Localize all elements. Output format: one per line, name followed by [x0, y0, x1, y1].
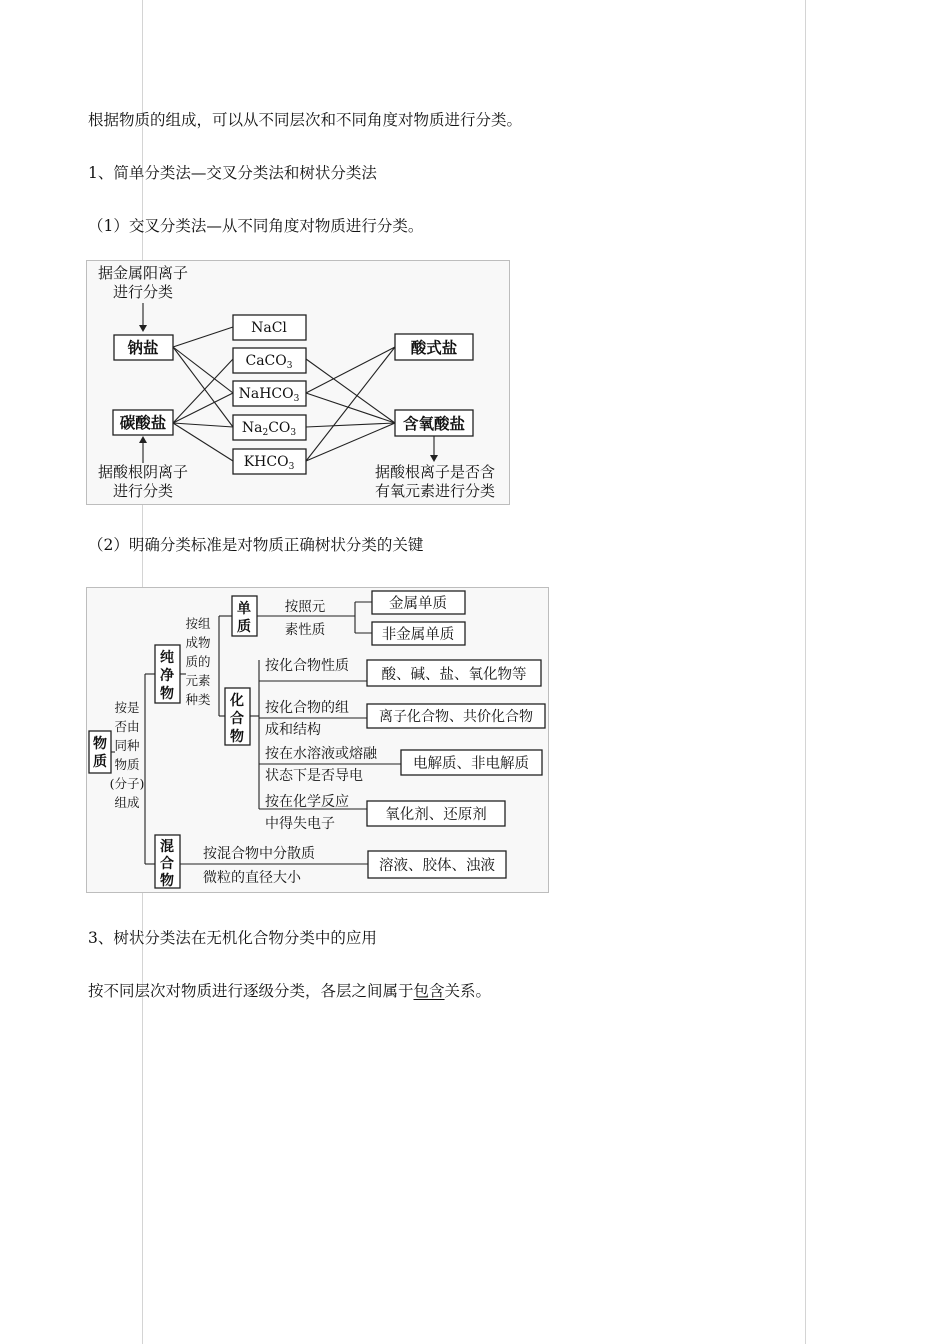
root-criterion: [110, 700, 145, 810]
underlined-term: 包含: [413, 982, 445, 1000]
closing-text-2: 关系。: [444, 982, 492, 1000]
arrow-head: [139, 325, 147, 332]
element-criterion-line-1: 按照元: [284, 599, 326, 615]
leaf-nonmetal-element-label: 非金属单质: [381, 627, 455, 643]
svg-text:组成: 组成: [114, 795, 140, 810]
node-element-label-1: 单: [237, 601, 251, 617]
svg-text:成物: 成物: [185, 635, 211, 650]
node-carbonate-label: 碳酸盐: [119, 413, 167, 432]
compound-criterion-2-line-2: 成和结构: [265, 722, 321, 738]
element-criterion-line-2: 素性质: [284, 622, 326, 638]
node-oxyacid-salt-label: 含氧酸盐: [402, 414, 466, 433]
bottom-right-note-line-1: 据酸根离子是否含: [374, 463, 496, 481]
compound-criterion-1: 按化合物性质: [265, 658, 349, 674]
bottom-right-note-line-2: 有氧元素进行分类: [374, 482, 496, 500]
closing-paragraph: [88, 981, 491, 1001]
formula-nacl: NaCl: [251, 320, 287, 336]
node-element-label-2: 质: [237, 619, 251, 635]
closing-text-1: 按不同层次对物质进行逐级分类，各层之间属于: [88, 982, 414, 1000]
node-pure-substance-label: [160, 650, 175, 702]
svg-text:物: 物: [230, 729, 244, 745]
cross-classification-diagram: [86, 260, 510, 505]
leaf-compound-4-label: 氧化剂、还原剂: [385, 807, 487, 823]
leaf-compound-2-label: 离子化合物、共价化合物: [379, 709, 533, 725]
svg-text:净: 净: [160, 668, 174, 684]
svg-text:物质: 物质: [114, 757, 140, 772]
node-acid-salt-label: 酸式盐: [410, 338, 458, 357]
mixture-criterion-line-1: 按混合物中分散质: [203, 846, 315, 862]
svg-text:否由: 否由: [114, 719, 140, 734]
svg-text:(分子): (分子): [109, 776, 145, 791]
svg-text:同种: 同种: [114, 738, 140, 753]
svg-text:种类: 种类: [185, 692, 211, 707]
heading-3: 3、树状分类法在无机化合物分类中的应用: [88, 929, 377, 947]
compound-criterion-3-line-2: 状态下是否导电: [265, 768, 363, 784]
leaf-mixture-label: 溶液、胶体、浊液: [379, 858, 495, 874]
svg-text:物: 物: [160, 873, 174, 889]
heading-1: 1、简单分类法—交叉分类法和树状分类法: [88, 164, 377, 182]
cross-diagram-svg: [87, 261, 509, 504]
node-sodium-salt-label: 钠盐: [127, 338, 159, 357]
svg-text:合: 合: [160, 856, 174, 872]
svg-text:合: 合: [230, 711, 244, 727]
pure-criterion: [185, 616, 211, 707]
top-note-line-1: 据金属阳离子: [97, 264, 189, 282]
formula-na2co3: $Na_2CO_3$: [241, 420, 297, 438]
up-arrow-head: [139, 436, 147, 443]
heading-1-2: （2）明确分类标准是对物质正确树状分类的关键: [88, 536, 424, 554]
bottom-left-note-line-1: 据酸根阴离子: [97, 463, 189, 481]
node-compound-label: [229, 692, 244, 745]
leaf-compound-3-label: 电解质、非电解质: [413, 756, 529, 772]
compound-criterion-4-line-2: 中得失电子: [265, 816, 335, 832]
heading-1-1: （1）交叉分类法—从不同角度对物质进行分类。: [88, 217, 424, 235]
svg-text:化: 化: [230, 693, 244, 709]
svg-text:按组: 按组: [185, 616, 211, 631]
right-margin-line: [805, 0, 806, 1344]
bottom-left-note-line-2: 进行分类: [112, 482, 174, 500]
svg-text:质的: 质的: [185, 654, 211, 669]
node-mixture-label: [160, 838, 174, 889]
tree-diagram-svg: [87, 588, 548, 892]
formula-khco3: $KHCO_3$: [243, 454, 295, 472]
leaf-metal-element-label: 金属单质: [389, 596, 447, 612]
node-matter-label-1: 物: [93, 736, 107, 752]
tree-classification-diagram: [86, 587, 549, 893]
down-arrow-head: [430, 455, 438, 462]
svg-text:混: 混: [160, 839, 174, 855]
compound-criterion-4-line-1: 按在化学反应: [265, 794, 349, 810]
top-note-line-2: 进行分类: [112, 283, 174, 301]
leaf-compound-1-label: 酸、碱、盐、氧化物等: [381, 667, 527, 683]
formula-caco3: CaCO$_3$: [245, 353, 293, 371]
svg-text:物: 物: [160, 686, 174, 702]
svg-text:按是: 按是: [114, 700, 140, 715]
formula-nahco3: NaHCO$_3$: [238, 386, 300, 404]
svg-text:元素: 元素: [185, 673, 211, 688]
node-matter-label-2: 质: [93, 754, 107, 770]
mixture-criterion-line-2: 微粒的直径大小: [203, 870, 301, 886]
compound-criterion-3-line-1: 按在水溶液或熔融: [265, 746, 377, 762]
compound-criterion-2-line-1: 按化合物的组: [265, 700, 349, 716]
intro-paragraph: 根据物质的组成，可以从不同层次和不同角度对物质进行分类。: [88, 111, 523, 129]
svg-text:纯: 纯: [160, 650, 174, 666]
